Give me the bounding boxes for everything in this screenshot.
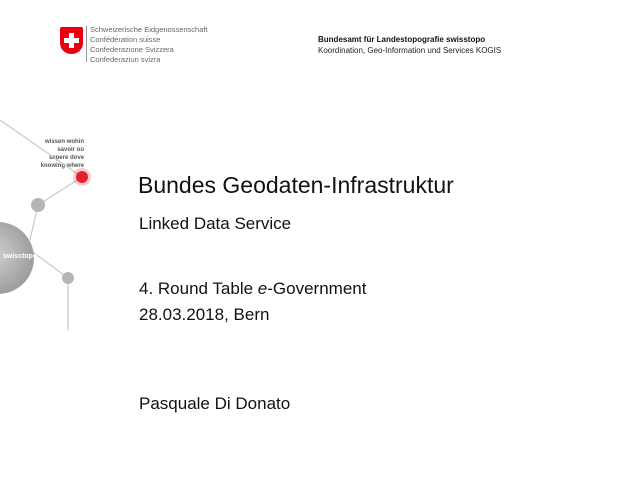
network-node <box>62 272 74 284</box>
tagline-de: wissen wohin <box>44 139 84 145</box>
swiss-coat-of-arms-logo <box>60 27 83 54</box>
event-suffix: -Government <box>267 279 367 298</box>
event-italic: e <box>257 279 268 298</box>
confederation-names <box>90 25 208 65</box>
slide-subtitle: Linked Data Service <box>139 214 292 233</box>
confederation-name-fr: Confédération suisse <box>90 35 161 44</box>
event-block <box>139 276 366 328</box>
event-prefix: 4. Round Table <box>139 279 258 298</box>
network-node <box>31 198 45 212</box>
agency-name: Bundesamt für Landestopografie swisstopo <box>318 35 486 44</box>
swisstopo-brand-label: swisstopo <box>3 253 38 260</box>
logo-divider <box>86 26 87 62</box>
network-graphic <box>0 110 110 330</box>
tagline-en: knowing where <box>40 163 84 169</box>
slide-title: Bundes Geodaten-Infrastruktur <box>138 172 454 198</box>
agency-unit: Koordination, Geo-Information und Services KOGIS <box>318 46 502 55</box>
tagline-fr: savoir où <box>57 147 84 153</box>
confederation-name-rm: Confederaziun svizra <box>90 55 161 64</box>
event-name <box>139 276 366 302</box>
tagline-it: sapere dove <box>48 155 84 161</box>
network-node-glow <box>73 168 91 186</box>
network-line <box>0 120 82 177</box>
event-date-place: 28.03.2018, Bern <box>139 305 270 324</box>
agency-block <box>318 34 501 56</box>
confederation-name-de: Schweizerische Eidgenossenschaft <box>90 25 208 34</box>
confederation-name-it: Confederazione Svizzera <box>90 45 174 54</box>
speaker-name: Pasquale Di Donato <box>139 394 291 413</box>
